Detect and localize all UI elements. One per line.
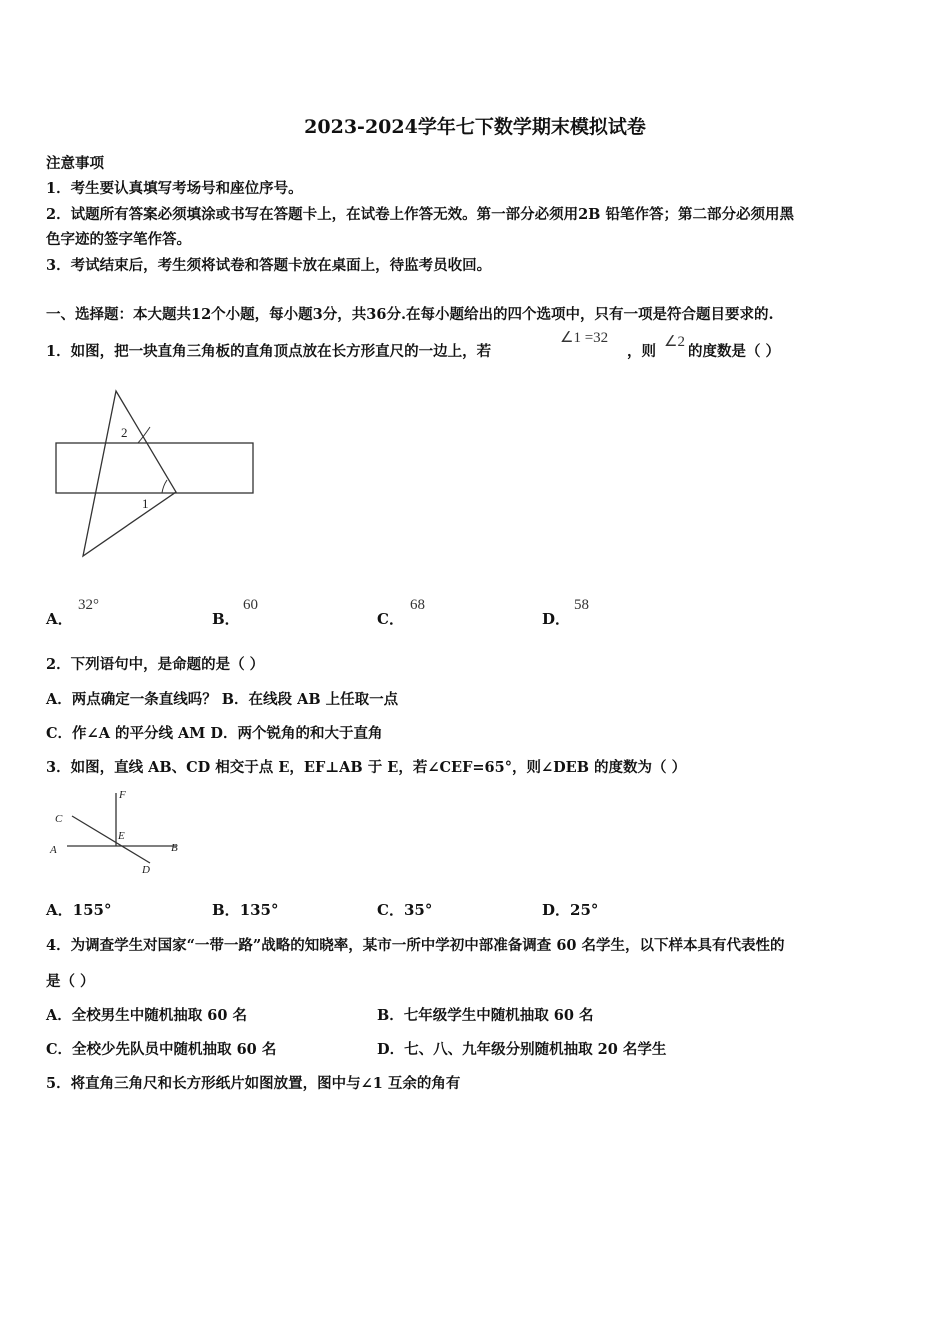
q4-option-c: C．全校少先队员中随机抽取 60 名 xyxy=(46,1041,277,1058)
q1-angle1-arc xyxy=(162,480,167,493)
q1-formula-angle1: ∠1 =32 xyxy=(560,330,609,346)
q1-fig-label-1: 1 xyxy=(142,496,149,511)
q1-text-a: 1．如图，把一块直角三角板的直角顶点放在长方形直尺的一边上，若 xyxy=(46,343,492,360)
q3-option-d xyxy=(542,899,598,920)
q5-stem: 5．将直角三角尺和长方形纸片如图放置，图中与∠1 互余的角有 xyxy=(46,1075,461,1092)
notice-item-2-cont: 色字迹的签字笔作答。 xyxy=(46,231,191,248)
q1-option-a-label: A． xyxy=(46,610,73,628)
section-heading: 一、选择题：本大题共12个小题，每小题3分，共36分.在每小题给出的四个选项中，只有一项是符合题目要求的. xyxy=(46,306,774,323)
q2-stem: 2．下列语句中，是命题的是（ ） xyxy=(46,656,265,673)
q3-label-f: F xyxy=(119,789,126,801)
q3-line-cd xyxy=(72,816,150,863)
q3-option-c xyxy=(377,899,432,920)
q3-option-d-label: D． xyxy=(542,901,571,919)
q3-option-c-label: C． xyxy=(377,901,404,919)
q3-option-b-label: B． xyxy=(212,901,240,919)
q3-label-a: A xyxy=(50,844,57,856)
q3-label-c: C xyxy=(55,813,63,825)
q3-option-a xyxy=(46,899,111,920)
q2-options-ab: A．两点确定一条直线吗？ B．在线段 AB 上任取一点 xyxy=(46,691,399,708)
q3-option-a-label: A． xyxy=(46,901,73,919)
q1-option-d-label: D． xyxy=(542,610,571,628)
q3-figure xyxy=(45,785,190,880)
notice-heading: 注意事项 xyxy=(46,155,104,172)
q1-text-b: ，则 xyxy=(627,343,656,360)
notice-item-3: 3．考试结束后，考生须将试卷和答题卡放在桌面上，待监考员收回。 xyxy=(46,257,492,274)
q3-label-e: E xyxy=(118,830,125,842)
q1-option-b-label: B． xyxy=(212,610,240,628)
notice-item-2: 2．试题所有答案必须填涂或书写在答题卡上，在试卷上作答无效。第一部分必须用2B 铅笔作答；第二部分必须用黑 xyxy=(46,206,794,223)
q1-text-c: 的度数是（ ） xyxy=(688,343,781,360)
q1-option-d-value: 58 xyxy=(574,597,589,613)
q1-figure xyxy=(50,380,265,565)
q1-triangle xyxy=(83,391,176,556)
q1-angle2-arc xyxy=(138,427,150,443)
q3-label-b: B xyxy=(171,842,178,854)
q3-option-b-value: 135° xyxy=(239,901,279,919)
q2-options-cd: C．作∠A 的平分线 AM D．两个锐角的和大于直角 xyxy=(46,725,383,742)
q1-option-c-label: C． xyxy=(377,610,404,628)
q4-option-a: A．全校男生中随机抽取 60 名 xyxy=(46,1007,248,1024)
notice-item-1: 1．考生要认真填写考场号和座位序号。 xyxy=(46,180,303,197)
q1-option-c-value: 68 xyxy=(410,597,425,613)
q4-option-b: B．七年级学生中随机抽取 60 名 xyxy=(377,1007,594,1024)
q4-option-d: D．七、八、九年级分别随机抽取 20 名学生 xyxy=(377,1041,667,1058)
q1-stem xyxy=(46,340,491,361)
q3-option-b xyxy=(212,899,279,920)
q3-option-a-value: 155° xyxy=(72,901,112,919)
q3-label-d: D xyxy=(142,864,150,876)
q4-stem-cont: 是（ ） xyxy=(46,973,95,990)
q1-option-b-value: 60 xyxy=(243,597,258,613)
q3-stem: 3．如图，直线 AB、CD 相交于点 E，EF⊥AB 于 E，若∠CEF=65°，则∠DEB 的度数为（ ） xyxy=(46,759,687,776)
q1-fig-label-2: 2 xyxy=(121,425,128,440)
q1-formula-angle2: ∠2 xyxy=(664,334,685,350)
q1-ruler xyxy=(56,443,253,493)
q3-option-d-value: 25° xyxy=(570,901,599,919)
q3-option-c-value: 35° xyxy=(403,901,433,919)
page-title: 2023-2024学年七下数学期末模拟试卷 xyxy=(304,116,646,138)
q4-stem: 4．为调查学生对国家“一带一路”战略的知晓率，某市一所中学初中部准备调查 60 名学生，以下样本具有代表性的 xyxy=(46,937,785,954)
q1-option-a-value: 32° xyxy=(78,597,99,613)
